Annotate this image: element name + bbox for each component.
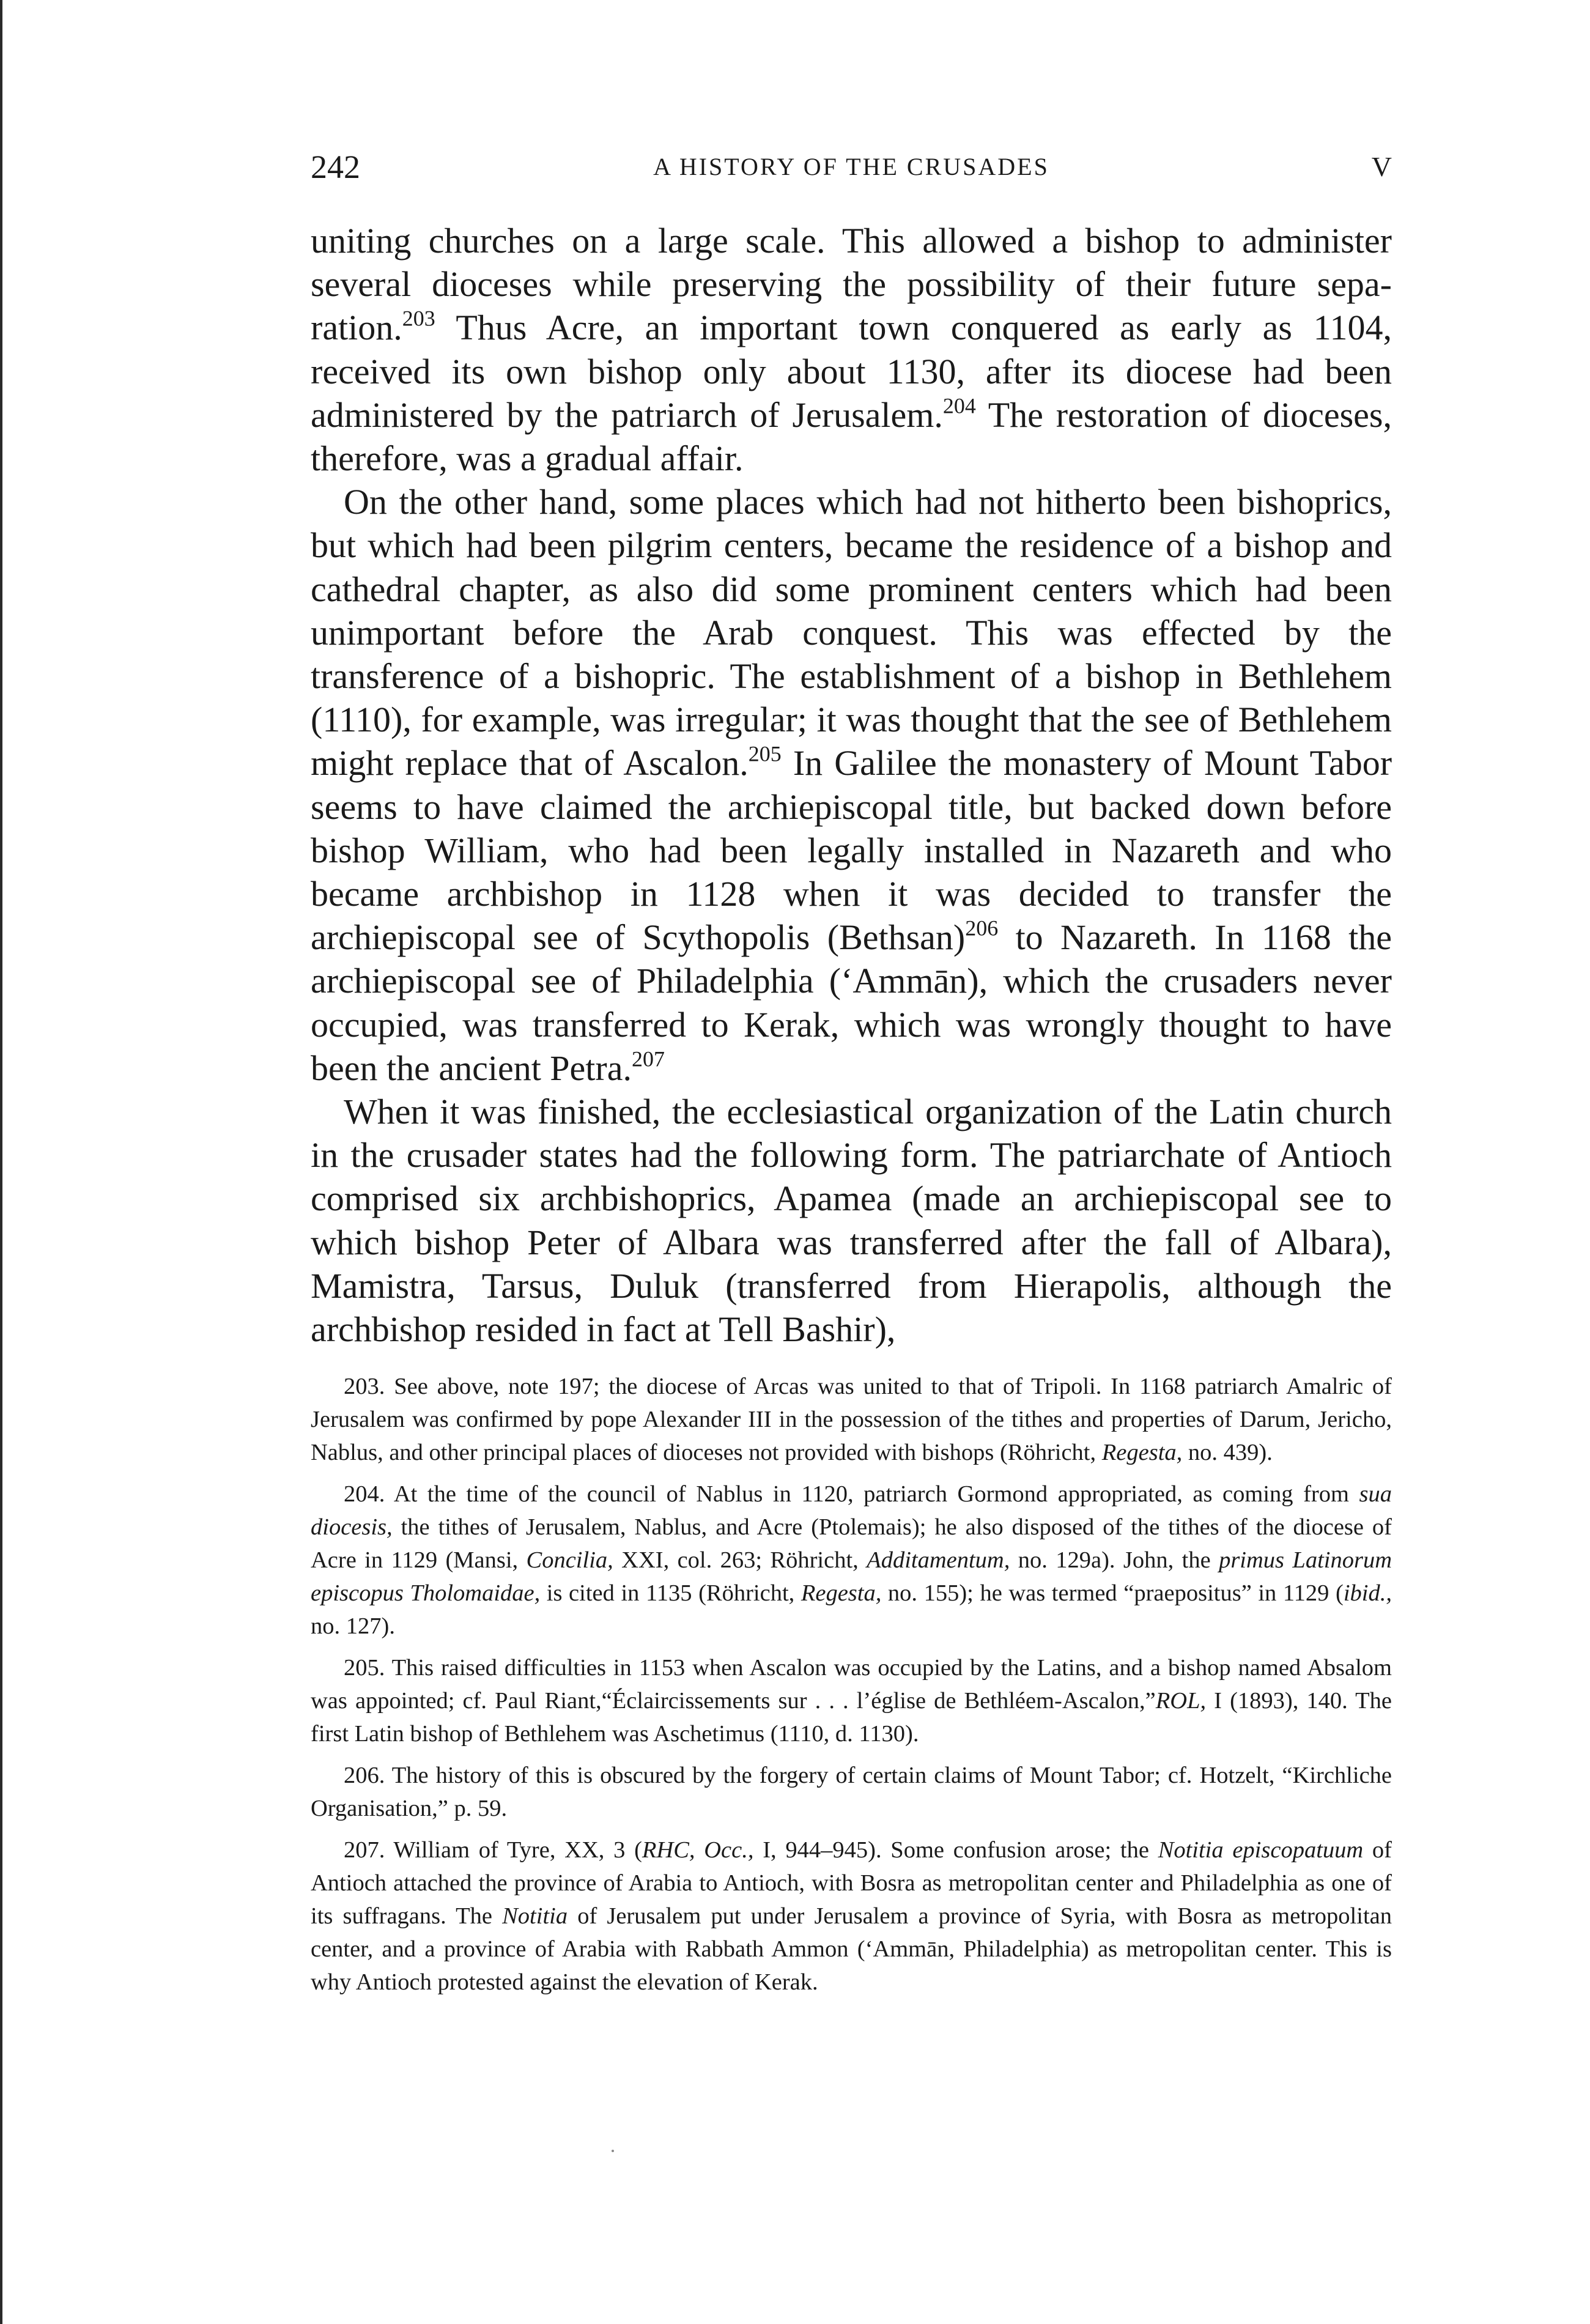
paragraph-1: uniting churches on a large scale. This allowed a bishop to administer several dioceses while preserving the possibility of their future separation.$^{203}$ Thus Acre, an important town conquered as early as 1104, received its own bishop only about 1130, after its diocese had been administered by the patriarch of Jerusalem.$^{204}$ The restoration of dioceses, therefore, was a gradual affair. [311,221,1392,479]
footnote-ref-207: 207 [631,1046,665,1071]
footnote-207: 207. William of Tyre, XX, 3 (RHC, Occ., I, 944–945). Some confusion arose; the Notitia episcopatuum of Antioch attached the province of Arabia to Antioch, with Bosra as metropolitan center and Philadelphia as one of its suffragans. The Notitia of Jerusalem put under Jerusalem a province of Syria, with Bosra as metropolitan center, and a province of Arabia with Rabbath Ammon (‘Ammān, Philadelphia) as metropolitan center. This is why Antioch protested against the elevation of Kerak. [311,1837,1392,1995]
page-number: 242 [311,149,360,185]
footnote-203: 203. See above, note 197; the diocese of Arcas was united to that of Tripoli. In 1168 patriarch Amalric of Jerusalem was confirmed by pope Alexander III in the possession of the tithes and properties of Darum, Jericho, Nablus, and other principal places of dioceses not provided with bishops (Röhricht, Regesta, no. 439). [311,1374,1392,1465]
footnote-ref-203: 203 [402,306,435,331]
footnote-ref-205: 205 [748,742,782,767]
paragraph-3: When it was finished, the ecclesiastical organization of the Latin church in the crusader states had the following form. The patriarchate of Antioch comprised six archbishoprics, Apamea (made an archiepiscopal see to which bishop Peter of Albara was transferred after the fall of Albara), Mamistra, Tarsus, Duluk (transferred from Hierapolis, although the archbishop resided in fact at Tell Bashir), [311,1092,1392,1350]
footnote-206: 206. The history of this is obscured by the forgery of certain claims of Mount Tabor; cf. Hotzelt, “Kirchliche Organisation,” p. 59. [311,1763,1392,1821]
footnote-205: 205. This raised difficulties in 1153 when Ascalon was occupied by the Latins, and a bishop named Absalom was appointed; cf. Paul Riant,“Éclaircissements sur . . . l’église de Bethléem-Ascalon,”ROL, I (1893), 140. The first Latin bishop of Bethlehem was Aschetimus (1110, d. 1130). [311,1655,1392,1747]
running-header [311,146,1392,188]
scan-edge [0,0,2,2324]
running-title: A HISTORY OF THE CRUSADES [653,153,1049,180]
scan-speck [612,2150,614,2152]
footnote-ref-204: 204 [942,393,976,418]
part-number: V [1371,151,1392,182]
footnote-204: 204. At the time of the council of Nablus in 1120, patriarch Gormond appropriated, as coming from sua diocesis, the tithes of Jerusalem, Nablus, and Acre (Ptolemais); he also disposed of the tithes of the diocese of Acre in 1129 (Mansi, Concilia, XXI, col. 263; Röhricht, Additamentum, no. 129a). John, the primus Latinorum episcopus Tholomaidae, is cited in 1135 (Röhricht, Regesta, no. 155); he was termed “praepositus” in 1129 (ibid., no. 127). [311,1481,1392,1639]
footnote-ref-206: 206 [965,916,999,941]
main-text [311,219,1392,1351]
footnotes [311,1370,1392,2007]
paragraph-2: On the other hand, some places which had not hitherto been bishoprics, but which had been pilgrim centers, became the residence of a bishop and cathedral chapter, as also did some prominent centers which had been unimportant before the Arab conquest. This was effected by the transference of a bishopric. The establishment of a bishop in Bethlehem (1110), for example, was irregular; it was thought that the see of Bethlehem might replace that of Ascalon.$^{205}$ In Galilee the monastery of Mount Tabor seems to have claimed the archiepiscopal title, but backed down before bishop William, who had been legally installed in Nazareth and who became archbishop in 1128 when it was decided to transfer the archiepiscopal see of Scythopolis (Bethsan)$^{206}$ to Nazareth. In 1168 the archiepiscopal see of Philadelphia (‘Ammān), which the crusaders never occupied, was transferred to Kerak, which was wrongly thought to have been the ancient Petra.$^{207}$ [311,482,1392,1088]
